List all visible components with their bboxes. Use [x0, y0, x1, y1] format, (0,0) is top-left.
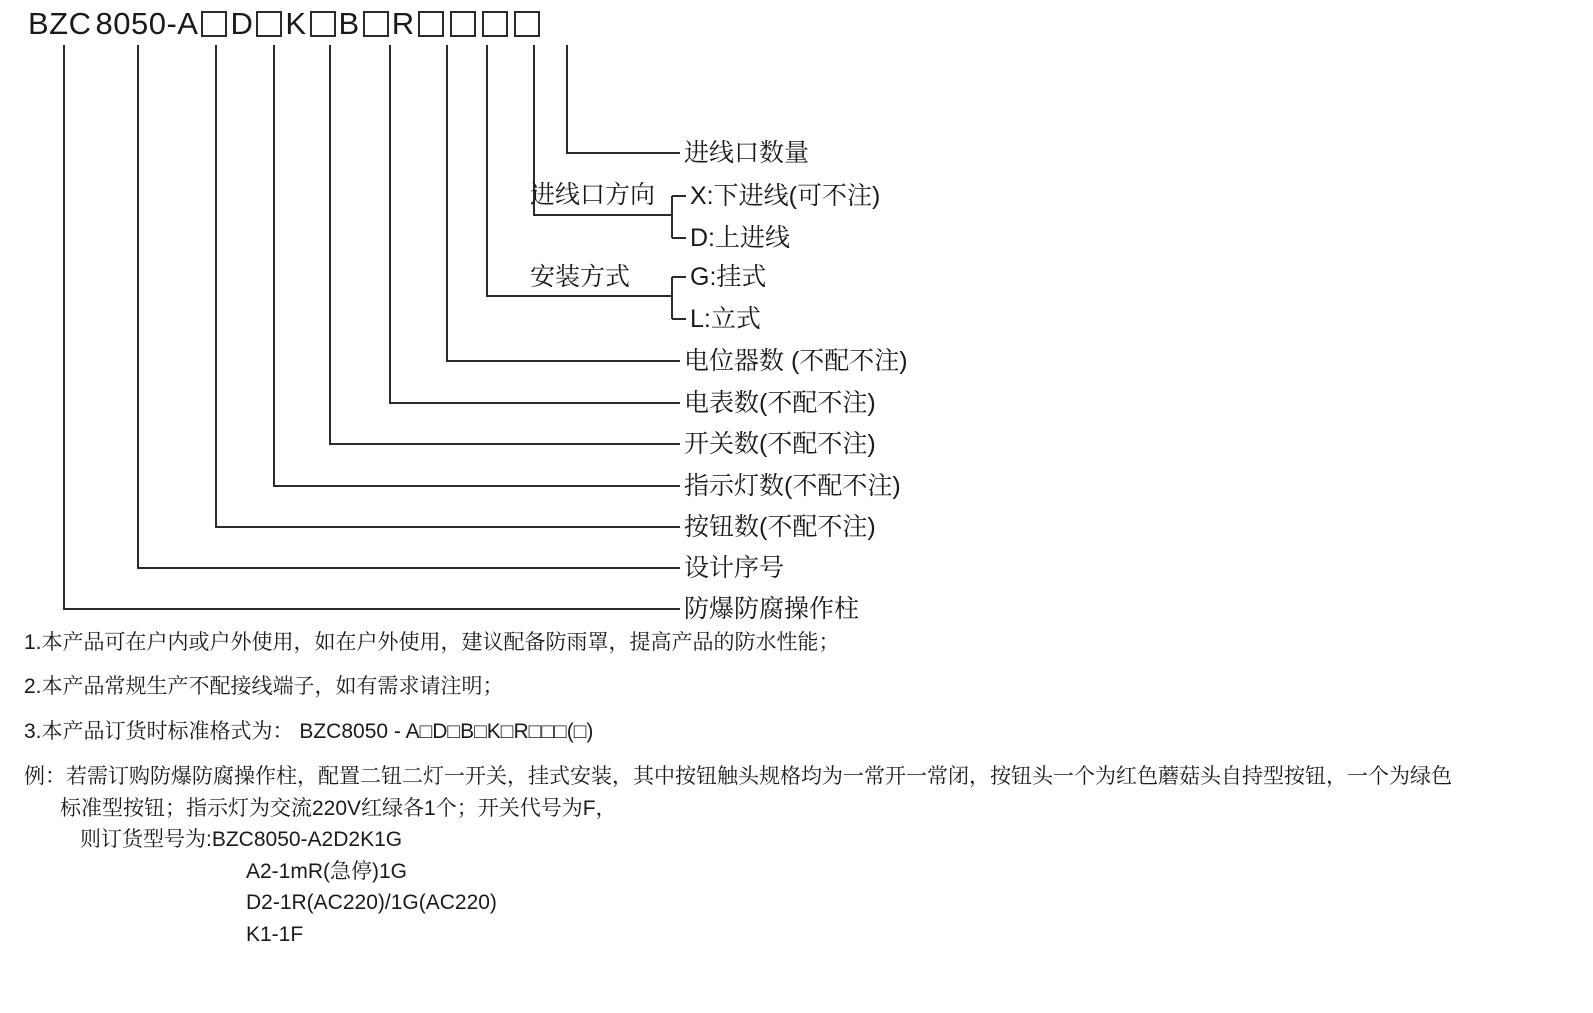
code-segment-8050a: 8050-A	[95, 6, 199, 41]
code-box-b	[363, 11, 389, 37]
notes-block	[24, 628, 1584, 950]
callout-mount-wall: G:挂式	[690, 263, 767, 291]
code-segment-b: B	[338, 6, 360, 41]
callout-inlet-top: D:上进线	[690, 224, 791, 252]
note-1: 1.本产品可在户内或户外使用，如在户外使用，建议配备防雨罩，提高产品的防水性能；	[24, 631, 840, 654]
note-3: 3.本产品订货时标准格式为： BZC8050 - A□D□B□K□R□□□(□)	[24, 719, 594, 743]
code-box-r2	[450, 11, 476, 37]
callout-inlet-bottom: X:下进线(可不注)	[690, 182, 881, 210]
note-2: 2.本产品常规生产不配接线端子，如有需求请注明；	[24, 675, 504, 699]
callout-design-serial: 设计序号	[684, 554, 785, 582]
example-line-3: 则订货型号为:BZC8050-A2D2K1G	[80, 828, 403, 852]
callout-button-count: 按钮数(不配不注)	[684, 513, 876, 541]
code-box-k	[310, 11, 336, 37]
example-line-4: A2-1mR(急停)1G	[246, 859, 408, 883]
code-box-d	[256, 11, 282, 37]
callout-potentiometer: 电位器数 (不配不注)	[684, 347, 908, 375]
code-box-a	[201, 11, 227, 37]
code-segment-k: K	[285, 6, 307, 41]
callout-mount-floor: L:立式	[690, 305, 761, 333]
example-line-1: 例：若需订购防爆防腐操作柱，配置二钮二灯一开关，挂式安装，其中按钮触头规格均为一常开一常闭，按钮头一个为红色蘑菇头自持型按钮，一个为绿色	[24, 765, 1452, 789]
code-box-r1	[418, 11, 444, 37]
example-block	[24, 761, 1584, 950]
code-box-r4	[514, 11, 540, 37]
callout-switch-count: 开关数(不配不注)	[684, 430, 876, 458]
callout-product-name: 防爆防腐操作柱	[684, 595, 860, 623]
callout-indicator-count: 指示灯数(不配不注)	[684, 472, 901, 500]
code-segment-r: R	[391, 6, 415, 41]
code-box-r3	[482, 11, 508, 37]
code-segment-d: D	[230, 6, 254, 41]
code-segment-bzc: BZC	[28, 6, 92, 41]
example-line-2: 标准型按钮；指示灯为交流220V红绿各1个；开关代号为F，	[60, 796, 617, 820]
group-title-inlet-direction: 进线口方向	[530, 181, 656, 209]
example-line-6: K1-1F	[246, 922, 304, 946]
example-line-5: D2-1R(AC220)/1G(AC220)	[246, 891, 497, 915]
group-title-mounting-type: 安装方式	[530, 263, 631, 291]
model-code	[28, 6, 543, 42]
callout-inlet-count: 进线口数量	[684, 139, 810, 167]
callout-meter-count: 电表数(不配不注)	[684, 389, 876, 417]
